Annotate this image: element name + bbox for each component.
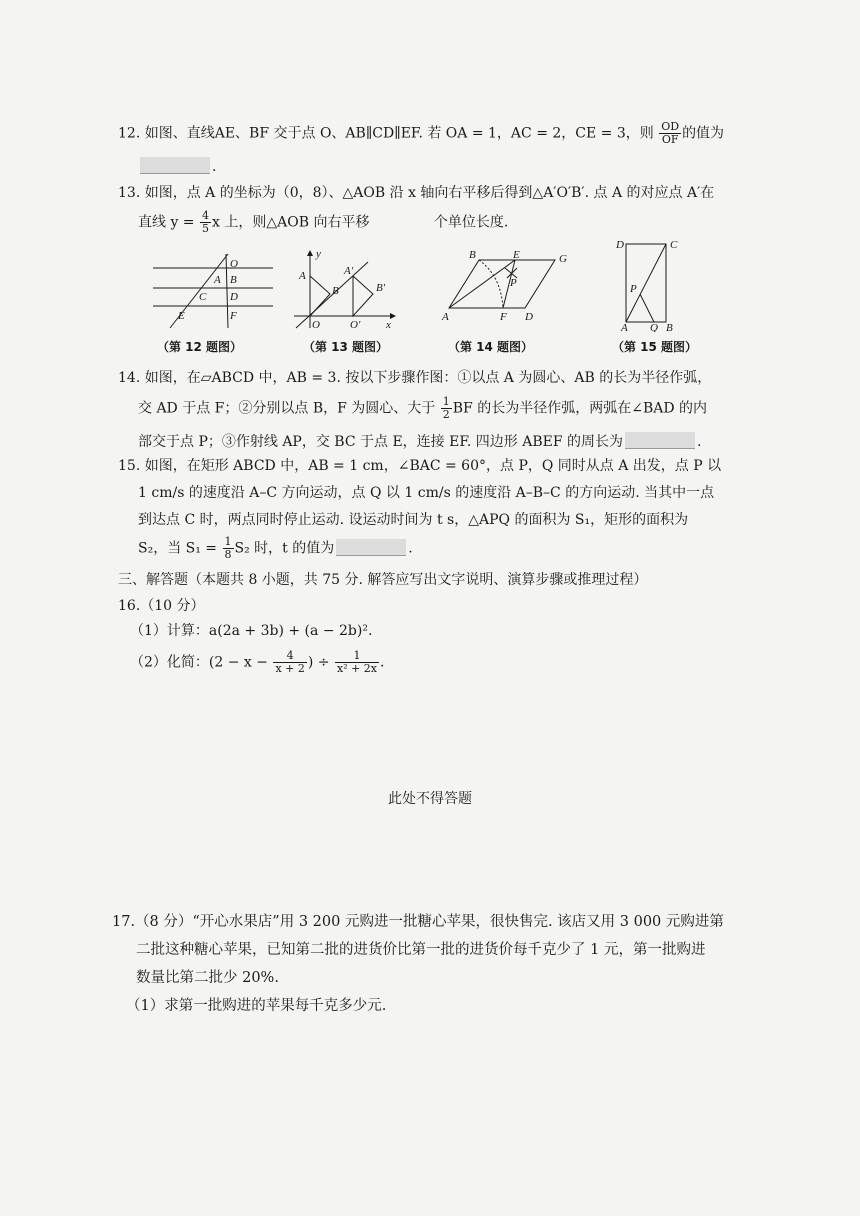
caption-15: （第 15 题图）	[612, 340, 698, 354]
q13-prefix: 直线 y =	[138, 214, 195, 231]
q16-part2-mid: ) ÷	[307, 654, 330, 671]
q16-fraction-2	[335, 650, 379, 675]
q12-frac-den: OF	[661, 133, 679, 146]
f14-label-g: G	[559, 253, 567, 265]
figure-14	[437, 246, 577, 330]
q13-suffix: 个单位长度.	[433, 214, 509, 231]
caption-13: （第 13 题图）	[303, 340, 389, 354]
q14-line2-suffix: BF 的长为半径作弧，两弧在∠BAD 的内	[452, 400, 708, 417]
f14-label-a: A	[442, 311, 449, 323]
q13-frac-den: 5	[202, 222, 209, 235]
q16-part2-end: .	[380, 654, 385, 671]
q16-frac2-den: x² + 2x	[336, 662, 378, 675]
q12-end: .	[212, 159, 217, 175]
f14-label-e: E	[513, 249, 520, 261]
q15-line2: 1 cm/s 的速度沿 A–C 方向运动，点 Q 以 1 cm/s 的速度沿 A–B–C 的方向运动. 当其中一点	[138, 485, 715, 501]
f15-label-q: Q	[650, 322, 658, 332]
q14-answer-blank[interactable]	[625, 432, 695, 449]
f14-label-p: P	[510, 277, 517, 289]
no-answer-note: 此处不得答题	[388, 791, 472, 807]
q15-line3: 到达点 C 时，两点同时停止运动. 设运动时间为 t s，△APQ 的面积为 S₁，矩形的面积为	[138, 512, 689, 528]
q14-fraction	[441, 396, 452, 421]
q14-end: .	[697, 434, 702, 450]
q15-answer-blank[interactable]	[336, 539, 406, 556]
q17-line1: 17.（8 分）“开心水果店”用 3 200 元购进一批糖心苹果，很快售完. 该店又用 3 000 元购进第	[112, 914, 724, 930]
q16-part2-open: (2 − x −	[208, 654, 268, 671]
f13-label-y: y	[316, 248, 321, 260]
f15-label-a: A	[621, 322, 628, 332]
q16-frac2-num: 1	[335, 650, 379, 663]
q15-line4-mid: S₂ 时，t 的值为	[234, 540, 335, 557]
q15-line4-prefix: S₂，当 S₁ =	[138, 540, 218, 557]
q12-prefix: 12. 如图、直线	[118, 125, 215, 142]
f15-label-b: B	[666, 322, 673, 332]
q13-mid: x 上，则△AOB 向右平移	[212, 214, 370, 231]
f13-label-o2: O′	[350, 319, 361, 330]
f12-label-f: F	[230, 310, 237, 322]
f15-label-p: P	[630, 283, 637, 295]
q12-answer-blank[interactable]	[140, 157, 210, 174]
f13-label-a2: A′	[344, 265, 354, 277]
q14-frac-den: 2	[442, 408, 450, 421]
f12-label-a: A	[214, 274, 221, 286]
q13-line2	[138, 210, 508, 235]
q15-end: .	[408, 540, 413, 557]
q16-frac1-num: 4	[273, 650, 306, 663]
q12-frac-num: OD	[661, 120, 680, 133]
q14-line2	[138, 396, 707, 421]
f13-label-o: O	[312, 319, 320, 330]
q12-line1	[118, 121, 724, 146]
f14-label-b: B	[469, 249, 476, 261]
q13-line1: 13. 如图，点 A 的坐标为（0，8）、△AOB 沿 x 轴向右平移后得到△A′O′B′. 点 A 的对应点 A′在	[118, 185, 715, 201]
q15-fraction	[223, 536, 234, 561]
f12-label-e: E	[178, 310, 185, 322]
q13-fraction	[200, 210, 211, 235]
f13-label-x: x	[386, 319, 391, 330]
f14-label-f: F	[500, 311, 507, 323]
figure-12	[148, 250, 278, 330]
q12-text: AE、BF 交于点 O、AB∥CD∥EF. 若 OA = 1，AC = 2，CE = 3，则	[214, 125, 654, 142]
f13-label-a: A	[299, 270, 306, 282]
f12-label-b: B	[230, 274, 237, 286]
figure-13	[290, 246, 400, 330]
q16-part2	[130, 650, 384, 675]
q15-frac-den: 8	[224, 548, 232, 561]
q12-fraction	[659, 121, 681, 146]
f13-label-b2: B′	[376, 282, 386, 294]
q14-frac-num: 1	[442, 395, 450, 408]
q16-fraction-1	[273, 650, 306, 675]
q13-frac-num: 4	[202, 209, 209, 222]
q15-line1: 15. 如图，在矩形 ABCD 中，AB = 1 cm，∠BAC = 60°，点 P，Q 同时从点 A 出发，点 P 以	[118, 458, 722, 474]
q15-line4	[138, 536, 413, 561]
q12-suffix: 的值为	[682, 125, 725, 142]
q16-part2-prefix: （2）化简：	[130, 654, 209, 671]
q14-line2-prefix: 交 AD 于点 F；②分别以点 B，F 为圆心、大于	[138, 400, 436, 417]
f12-label-c: C	[199, 291, 207, 303]
q14-line3	[138, 432, 701, 452]
caption-14: （第 14 题图）	[448, 340, 534, 354]
f13-label-b: B	[332, 285, 339, 297]
f15-label-d: D	[616, 239, 624, 251]
q16-frac1-den: x + 2	[275, 662, 305, 675]
q12-line2	[138, 157, 216, 177]
f14-label-d: D	[525, 311, 533, 323]
figure-15	[612, 236, 692, 332]
caption-12: （第 12 题图）	[157, 340, 243, 354]
q17-part1: （1）求第一批购进的苹果每千克多少元.	[126, 998, 387, 1014]
f15-label-c: C	[670, 239, 678, 251]
f12-label-o: O	[230, 258, 238, 270]
q17-line2: 二批这种糖心苹果，已知第二批的进货价比第一批的进货价每千克少了 1 元，第一批购进	[136, 942, 706, 958]
f12-label-d: D	[230, 291, 238, 303]
q16-heading: 16.（10 分）	[118, 598, 205, 614]
q17-line3: 数量比第二批少 20%.	[136, 970, 279, 986]
q15-frac-num: 1	[224, 535, 232, 548]
q14-line3-prefix: 部交于点 P；③作射线 AP，交 BC 于点 E，连接 EF. 四边形 ABEF 的周长为	[138, 434, 624, 450]
q16-part1: （1）计算：a(2a + 3b) + (a − 2b)².	[130, 623, 373, 639]
section-3-heading: 三、解答题（本题共 8 小题，共 75 分. 解答应写出文字说明、演算步骤或推理过程）	[118, 572, 648, 588]
q14-line1: 14. 如图，在▱ABCD 中，AB = 3. 按以下步骤作图：①以点 A 为圆心、AB 的长为半径作弧，	[118, 370, 712, 386]
